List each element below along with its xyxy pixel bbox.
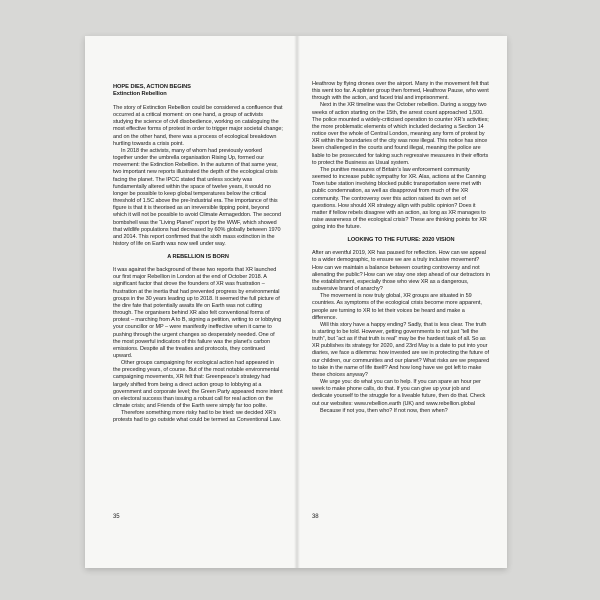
chapter-heading: HOPE DIES, ACTION BEGINS <box>113 84 191 90</box>
paragraph: After an eventful 2019, XR has paused for reflection. How can we appeal to a wider demographic, to ensure we are a truly inclusive movement? How can we maintain a balance between courting controversy and not alienating the public? How can we stay one step ahead of our detractors in the establishment, especially those who view XR as a dangerous, subversive brand of anarchy? <box>312 250 490 293</box>
paragraph: The story of Extinction Rebellion could be considered a confluence that occurred at a critical moment: on one hand, a group of activists studying the science of civil disobedience, working on cataloguing the most effective forms of protest in order to trigger major societal change; and on the other hand, there was a process of ecological breakdown hurtling towards a crisis point. <box>113 105 283 147</box>
paragraph: Heathrow by flying drones over the airport. Many in the movement felt that this went too far. A splinter group then formed, Heathrow Pause, who went through with the action, and faced trial and imprisonment. <box>312 81 489 102</box>
left-page <box>85 36 296 568</box>
paragraph: Other groups campaigning for ecological action had appeared in the preceding years, of course. But of the most notable environmental campaigning movements, XR felt that: Greenpeace’s strategy had largely shifted from being a direct action group to lobbying at a government and corporate level; the Green Party appeared more intent on electoral success than issuing a robust call for real action on the climate crisis; and Friends of the Earth were simply far too polite. <box>113 360 283 410</box>
page-number: 38 <box>312 513 319 520</box>
paragraph: The punitive measures of Britain’s law enforcement community seemed to increase public sympathy for XR. Alas, actions at the Canning Town tube station involving blocked public transportation were met with public condemnation, as well as disapproval from much of the XR community. The controversy over this action raised its own set of questions. How should XR strategy align with public opinion? Does it matter if fellow rebels disagree with an action, as long as XR manages to raise awareness of the ecological crisis? These are thinking points for XR going into the future. <box>312 166 487 231</box>
paragraph: In 2018 the activists, many of whom had previously worked together under the umbrella organisation Rising Up, formed our movement: the Extinction Rebellion. In the autumn of that same year, two important new reports illustrated the depth of the ecological crisis facing the planet. The IPCC stated that unless society was fundamentally altered within the space of twelve years, it would no longer be possible to keep global temperatures below the critical threshold of 1.5C above the pre-Industrial era. The importance of this figure is that it is theorised as an irreversible tipping point, beyond which it will not be possible to avoid Climate Armageddon. The second bombshell was the “Living Planet” report by the WWF, which showed that wildlife populations had decreased by 60% globally between 1970 and 2014. This report confirmed that the sixth mass extinction in the history of life on Earth was now well under way. <box>113 147 281 247</box>
right-page <box>296 36 507 568</box>
book-spread <box>85 36 507 568</box>
paragraph: We urge you: do what you can to help. If you can spare an hour per week to make phone calls, do that. If you can give up your job and dedicate yourself to the struggle for a liveable future, then do that. Check out our websites: www.rebellion.earth (UK) and www.rebellion.global <box>312 379 486 407</box>
paragraph: Will this story have a happy ending? Sadly, that is less clear. The truth is starting to be told. However, getting governments to not just “tell the truth”, but “act as if that truth is real” may be the hardest task of all. So as XR publishes its strategy for 2020, and 23rd May is a date to put into your diaries, we face a dilemma: how invested are we in protecting the future of our children, our communities and our planet? What risks are we prepared to take in the name of life itself? And how long have we got left to make these choices anyway? <box>312 321 490 378</box>
paragraph: Next in the XR timeline was the October rebellion. During a soggy two weeks of action starting on the 15th, the arrest count approached 1,500. The police mounted a widely-criticised operation to counter XR’s activities; the more problematic elements of which included declaring a Section 14 notice over the whole of Central London, meaning any form of protest by XR within the boundaries of the city was now illegal. This notice has since been challenged in the courts and found illegal, meaning the police are liable to be prosecuted for taking such regressive measures in their efforts to protect the Business as Usual system. <box>312 102 489 166</box>
paragraph: Therefore something more risky had to be tried: we decided XR’s protests had to go outside what could be termed as Conventional Law. <box>113 410 281 424</box>
paragraph: The movement is now truly global, XR groups are situated in 59 countries. As symptoms of the ecological crisis become more apparent, people are turning to XR to let their voices be heard and make a difference. <box>312 293 482 321</box>
paragraph: Because if not you, then who? If not now, then when? <box>320 407 448 414</box>
right-text-column <box>312 81 490 415</box>
chapter-subheading: Extinction Rebellion <box>113 91 167 97</box>
section-title: LOOKING TO THE FUTURE: 2020 VISION <box>347 237 455 244</box>
section-title: A REBELLION IS BORN <box>167 254 229 261</box>
page-number: 35 <box>113 513 120 520</box>
paragraph: It was against the background of these two reports that XR launched our first major Rebellion in London at the end of October 2018. A significant factor that drove the founders of XR was frustration – frustration at the inertia that had prevented progress by environmental groups in the 30 years leading up to 2018. It seemed the full picture of the dire fate that potentially awaits life on Earth was not cutting through. The organisers behind XR also felt conventional forms of protest – marching from A to B, signing a petition, writing to or lobbying your councillor or MP – were manifestly ineffective when it came to pushing through the urgent changes so desperately needed. One of the most powerful indicators of this failure was the planet’s carbon emissions. Despite all the treaties and protocols, they continued upward. <box>113 267 282 359</box>
left-text-column <box>113 84 283 425</box>
